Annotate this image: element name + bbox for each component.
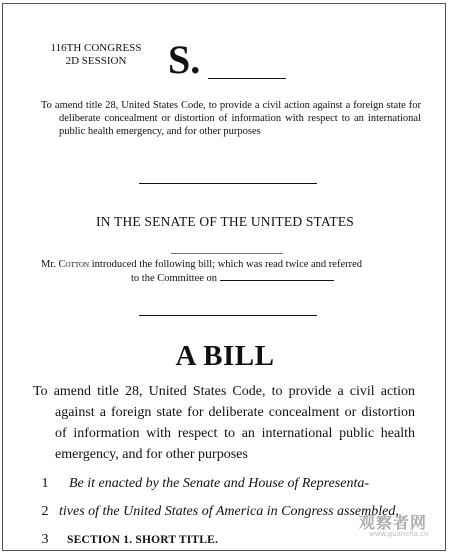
committee-blank	[220, 280, 334, 281]
divider-rule	[139, 183, 317, 184]
section-heading: SECTION 1. SHORT TITLE.	[67, 534, 219, 546]
bill-heading: A BILL	[175, 340, 275, 372]
line-number: 1	[41, 476, 49, 491]
divider-rule-short	[171, 253, 283, 254]
enacting-clause-line: tives of the United States of America in Congress assembled,	[59, 504, 399, 519]
sponsor-name: Cotton	[58, 259, 90, 270]
divider-rule	[139, 315, 317, 316]
enacting-clause-line: Be it enacted by the Senate and House of Representa-	[69, 476, 369, 491]
introduction-line1: introduced the following bill; which was read twice and referred	[89, 259, 363, 270]
purpose-summary: To amend title 28, United States Code, to provide a civil action against a foreign state for deliberate concealment or distortion of information with respect to an international public health emergency, and for other purposes	[41, 100, 421, 137]
bill-prefix: S.	[168, 37, 201, 82]
session-number: 2D SESSION	[65, 55, 127, 67]
introduction-line2: to the Committee on	[131, 273, 218, 284]
congress-session-header	[41, 42, 151, 68]
bill-purpose: To amend title 28, United States Code, to provide a civil action against a foreign state for deliberate concealment or distortion of information with respect to an international public health emergency, and for other purposes	[33, 384, 415, 462]
introduction-text	[41, 258, 421, 286]
bill-number-blank	[208, 78, 286, 79]
line-number: 3	[41, 532, 49, 547]
line-number: 2	[41, 504, 49, 519]
watermark-logo: 观察者网	[359, 513, 428, 532]
congress-number: 116TH CONGRESS	[50, 42, 142, 54]
bill-page	[2, 3, 446, 551]
sponsor-prefix: Mr.	[41, 259, 59, 270]
chamber-heading: IN THE SENATE OF THE UNITED STATES	[96, 214, 354, 229]
watermark-url: www.guancha.cn	[369, 530, 429, 538]
